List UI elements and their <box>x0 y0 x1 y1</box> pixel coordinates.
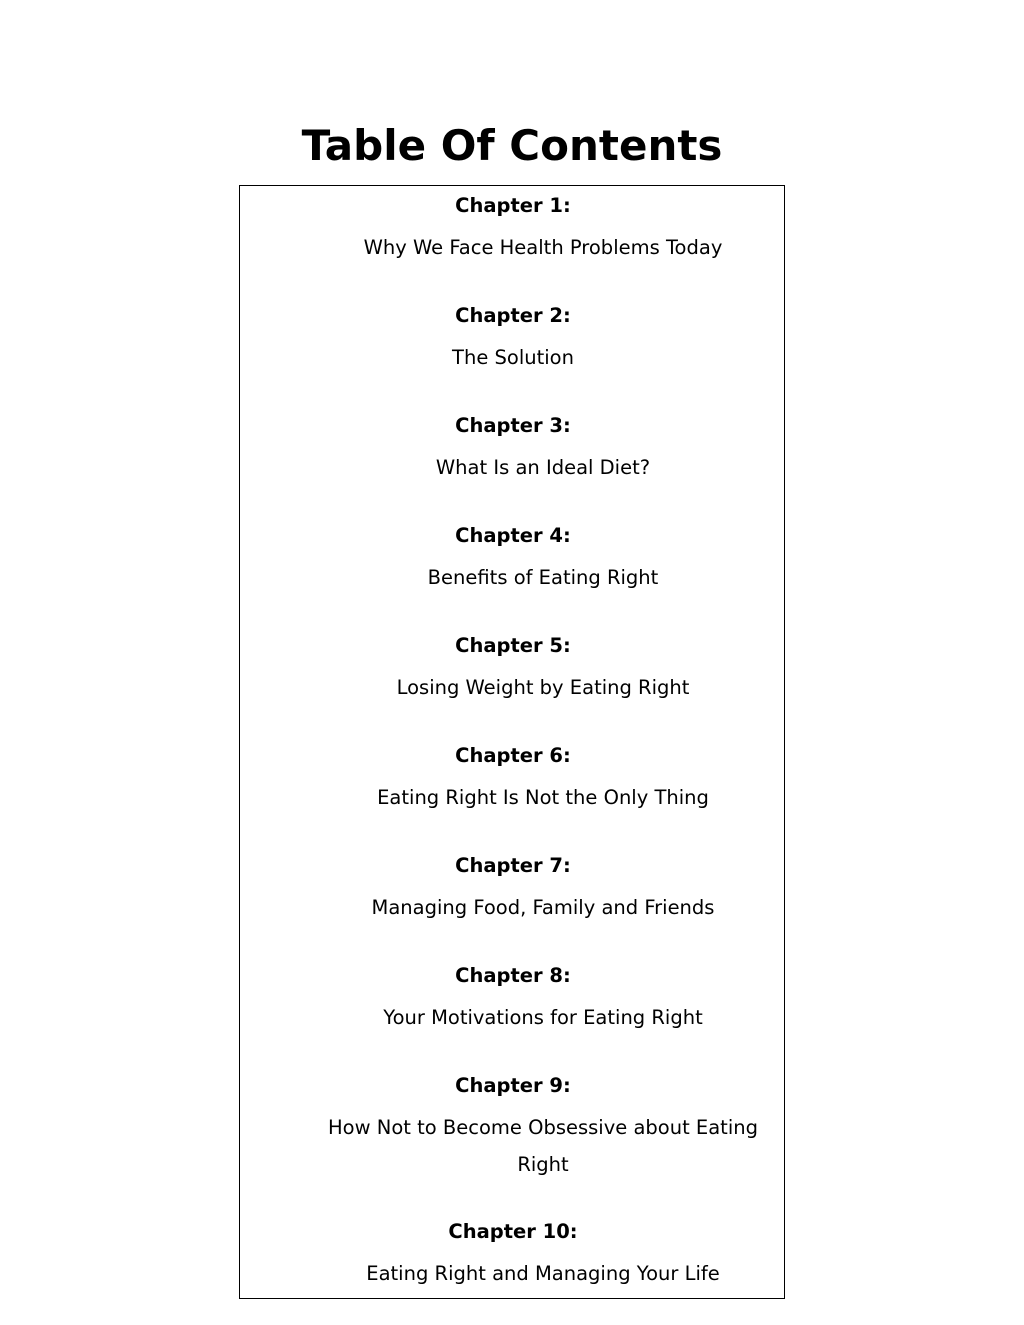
chapter-title: The Solution <box>452 346 574 369</box>
chapter-label: Chapter 2: <box>455 304 571 327</box>
chapter-label: Chapter 9: <box>455 1074 571 1097</box>
chapter-label: Chapter 5: <box>455 634 571 657</box>
chapter-label: Chapter 6: <box>455 744 571 767</box>
chapter-label: Chapter 4: <box>455 524 571 547</box>
chapter-label: Chapter 8: <box>455 964 571 987</box>
chapter-label: Chapter 3: <box>455 414 571 437</box>
chapter-title: Eating Right Is Not the Only Thing <box>377 786 709 809</box>
chapter-label: Chapter 10: <box>448 1220 578 1243</box>
chapter-title: What Is an Ideal Diet? <box>435 456 651 479</box>
page-title: Table Of Contents <box>301 121 723 170</box>
chapter-title: Managing Food, Family and Friends <box>371 896 715 919</box>
chapter-label: Chapter 1: <box>455 194 571 217</box>
chapter-label: Chapter 7: <box>455 854 571 877</box>
chapter-title: Eating Right and Managing Your Life <box>366 1262 720 1285</box>
table-of-contents <box>239 185 785 1299</box>
chapter-title: Losing Weight by Eating Right <box>396 676 690 699</box>
chapter-title: Benefits of Eating Right <box>427 566 659 589</box>
chapter-title: How Not to Become Obsessive about Eating Right <box>328 1116 758 1176</box>
chapter-title: Why We Face Health Problems Today <box>363 236 723 259</box>
chapter-title: Your Motivations for Eating Right <box>383 1006 703 1029</box>
